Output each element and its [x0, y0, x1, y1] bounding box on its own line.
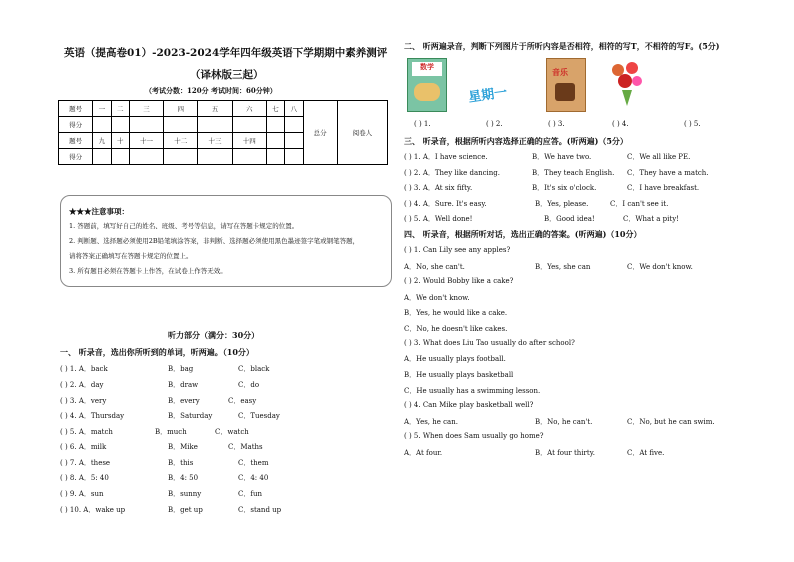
total-score-label: 总分 [303, 101, 337, 165]
question-line: ( ) 5. When does Sam usually go home? [404, 432, 544, 440]
section2-heading: 二、 听两遍录音，判断下列图片于所听内容是否相符，相符的写T，不相符的写F。(5分) [404, 41, 720, 51]
question-line: A．He usually plays football. [404, 355, 506, 363]
notice-item: 3. 所有题目必须在答题卡上作答，在试卷上作答无效。 [69, 267, 227, 275]
score-cell: 三 [129, 101, 163, 117]
score-cell: 四 [164, 101, 198, 117]
score-table [58, 100, 388, 165]
score-cell: 得分 [59, 149, 93, 165]
notice-item: 1. 答题前，填写好自己的姓名、班级、考号等信息，请写在答题卡规定的位置。 [69, 222, 299, 230]
picture-blank: ( ) 3. [548, 120, 565, 128]
picture-blank: ( ) 1. [414, 120, 431, 128]
score-cell: 得分 [59, 117, 93, 133]
score-cell: 十四 [232, 133, 266, 149]
notice-item: 2. 判断题、选择题必须使用2B铅笔填涂答案，非判断、选择题必须使用黑色墨迹签字笔或钢笔答题， [69, 237, 360, 245]
section3-heading: 三、 听录音，根据所听内容选择正确的应答。(听两遍)（5分） [404, 136, 628, 146]
question-line: ( ) 1. Can Lily see any apples? [404, 246, 511, 254]
listening-title: 听力部分（满分：30分） [168, 330, 260, 340]
score-cell: 八 [285, 101, 303, 117]
score-cell: 题号 [59, 101, 93, 117]
question-line: ( ) 2. Would Bobby like a cake? [404, 277, 514, 285]
exam-info: （考试分数：120分 考试时间：60分钟） [145, 86, 277, 95]
notice-title: ★★★注意事项： [69, 207, 129, 216]
question-line: C．No, he doesn't like cakes. [404, 325, 508, 333]
picture-blank: ( ) 5. [684, 120, 701, 128]
score-cell: 五 [198, 101, 232, 117]
math-book-image: 数学 [407, 58, 447, 112]
score-cell: 九 [93, 133, 111, 149]
page-subtitle: （译林版三起） [190, 69, 264, 81]
score-cell: 十二 [164, 133, 198, 149]
question-line: A．We don't know. [404, 294, 470, 302]
question-line: C．He usually has a swimming lesson. [404, 387, 541, 395]
grader-label: 阅卷人 [337, 101, 387, 165]
notice-box [60, 195, 392, 287]
question-line: B．He usually plays basketball [404, 371, 514, 379]
section1-heading: 一、 听录音，选出你所听到的单词，听两遍。（10分） [60, 347, 254, 357]
question-line: B．Yes, he would like a cake. [404, 309, 508, 317]
score-cell: 十一 [129, 133, 163, 149]
picture-blank: ( ) 4. [612, 120, 629, 128]
question-line: ( ) 3. What does Liu Tao usually do after school? [404, 339, 575, 347]
question-line: ( ) 4. Can Mike play basketball well? [404, 401, 534, 409]
picture-blank: ( ) 2. [486, 120, 503, 128]
monday-word-image: 星期一 [467, 85, 509, 106]
page-title: 英语（提高卷01）-2023-2024学年四年级英语下学期期中素养测评 [64, 47, 388, 59]
score-cell: 一 [93, 101, 111, 117]
section4-heading: 四、 听录音，根据所听对话，选出正确的答案。(听两遍)（10分） [404, 229, 642, 239]
score-cell: 七 [266, 101, 284, 117]
music-book-image: 音乐 [546, 58, 586, 112]
flowers-image [608, 58, 646, 110]
score-cell: 十 [111, 133, 129, 149]
score-cell: 二 [111, 101, 129, 117]
score-cell: 题号 [59, 133, 93, 149]
score-cell: 六 [232, 101, 266, 117]
score-cell: 十三 [198, 133, 232, 149]
notice-item: 请将答案正确填写在答题卡规定的位置上。 [69, 252, 193, 260]
